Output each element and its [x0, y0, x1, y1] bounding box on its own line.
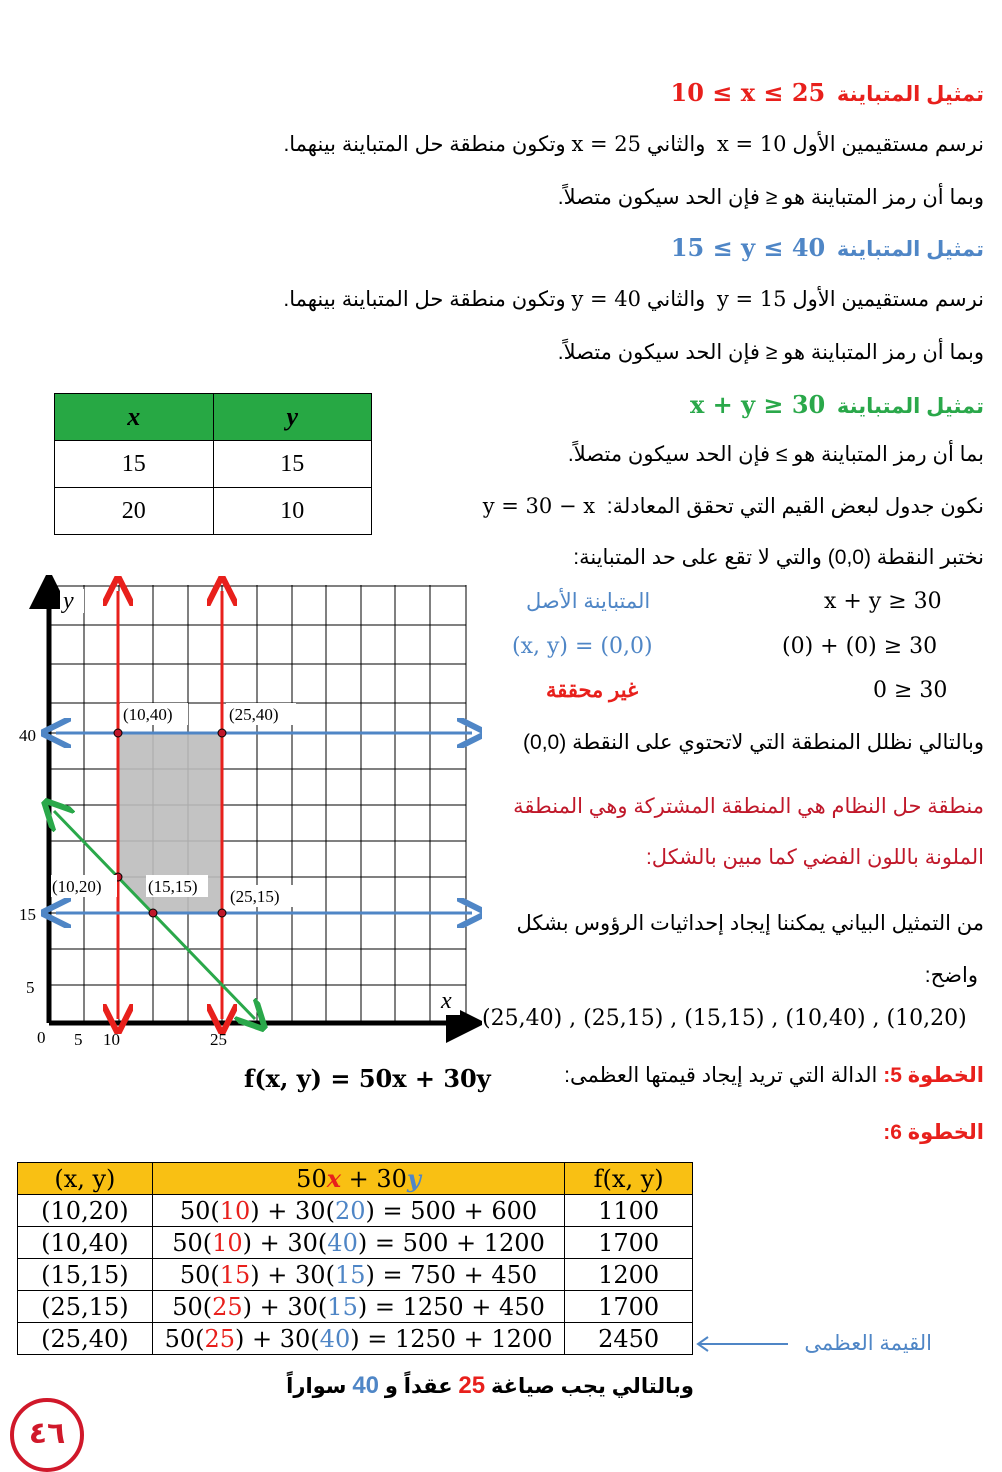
table-row [55, 488, 372, 535]
x-tick-5: 5 [74, 1030, 83, 1049]
sum: 1250 + 1200 [394, 1324, 553, 1353]
vertex-25-40 [218, 729, 226, 737]
y-value: 15 [327, 1292, 358, 1321]
sum: 750 + 450 [410, 1260, 538, 1289]
section-3-inequality: x + y ≥ 30 [689, 390, 826, 419]
table-row [18, 1259, 693, 1291]
cell-point: (10,40) [18, 1227, 153, 1259]
test-label-1 [526, 589, 650, 614]
section-3-title: تمثيل المتباينة [836, 395, 984, 418]
text-part: عقداً و [384, 1375, 453, 1398]
conclusion-line [286, 1372, 694, 1400]
test-expr-2: (0) + (0) ≥ 30 [782, 634, 938, 659]
grid [49, 585, 466, 1023]
cell-x: 20 [55, 488, 214, 535]
text-part: والثاني [646, 288, 706, 311]
objective-values-table [17, 1162, 693, 1355]
vertices-line-2: واضح: [924, 964, 978, 987]
max-arrow-icon [694, 1334, 794, 1354]
section-2-title: تمثيل المتباينة [836, 238, 984, 261]
y-value: 20 [334, 1196, 366, 1225]
test-expr-3: 0 ≥ 30 [873, 678, 948, 703]
vertices-list: (25,40) , (25,15) , (15,15) , (10,40) , (10,20) [482, 1006, 967, 1031]
label-15-15: (15,15) [148, 877, 198, 896]
cell-expression: 50(10) + 30(20) = 500 + 600 [152, 1195, 565, 1227]
equation: y = 15 [716, 287, 787, 311]
y-tick-15: 15 [19, 905, 36, 924]
header-x: x [55, 394, 214, 441]
cell-f: 2450 [565, 1323, 693, 1355]
text-part: نرسم مستقيمين الأول [792, 288, 984, 311]
cell-expression: 50(10) + 30(40) = 500 + 1200 [152, 1227, 565, 1259]
step-5-text: الدالة التي تريد إيجاد قيمتها العظمى: [564, 1064, 878, 1087]
cell-x: 15 [55, 441, 214, 488]
section-1-heading [671, 78, 985, 107]
origin-label: 0 [37, 1028, 46, 1047]
table-row [18, 1291, 693, 1323]
cell-f: 1200 [565, 1259, 693, 1291]
feasible-region-graph [0, 575, 482, 1055]
table-row [18, 1227, 693, 1259]
section-1-inequality: 10 ≤ x ≤ 25 [670, 78, 826, 107]
y-tick-40: 40 [19, 726, 36, 745]
label-10-20: (10,20) [52, 877, 102, 896]
test-expr-1: x + y ≥ 30 [824, 589, 942, 614]
label-25-40: (25,40) [229, 705, 279, 724]
region-line-2: الملونة باللون الفضي كما مبين بالشكل: [645, 846, 984, 869]
y-value: 40 [319, 1324, 351, 1353]
section-1-line-2: وبما أن رمز المتباينة هو ≤ فإن الحد سيكون متصلاً. [557, 186, 984, 209]
section-2-heading [671, 233, 984, 262]
cell-expression: 50(15) + 30(15) = 750 + 450 [152, 1259, 565, 1291]
bracelet-count: 40 [352, 1372, 380, 1399]
x-tick-10: 10 [103, 1030, 120, 1049]
max-value-label: القيمة العظمى [804, 1332, 932, 1355]
section-1-title: تمثيل المتباينة [836, 83, 984, 106]
section-2-line-2: وبما أن رمز المتباينة هو ≤ فإن الحد سيكون متصلاً. [557, 341, 984, 364]
section-3-line-2 [483, 494, 984, 519]
x-value: 10 [219, 1196, 251, 1225]
region-line-1: منطقة حل النظام هي المنطقة المشتركة وهي المنطقة [513, 795, 984, 818]
cell-y: 10 [213, 488, 372, 535]
vertex-10-40 [114, 729, 122, 737]
text-part: سواراً [286, 1375, 347, 1398]
y-value: 40 [327, 1228, 358, 1257]
section-3-heading [690, 390, 984, 419]
step-5-line [564, 1063, 984, 1088]
test-label-3: غير محققة [546, 679, 639, 702]
vertex-15-15 [149, 909, 157, 917]
cell-y: 15 [213, 441, 372, 488]
table-row [18, 1323, 693, 1355]
equation: x = 25 [571, 132, 642, 156]
header-expression: 50x + 30y [152, 1163, 565, 1195]
x-tick-25: 25 [210, 1030, 227, 1049]
x-axis-label: x [441, 988, 452, 1014]
text-part: وبالتالي يجب صياغة [490, 1375, 694, 1398]
step-5-label: الخطوة 5: [883, 1064, 984, 1087]
text-part: المتباينة الأصل [526, 590, 651, 613]
page-number-badge [10, 1398, 84, 1472]
y-axis-label: y [63, 588, 74, 614]
cell-f: 1700 [565, 1227, 693, 1259]
y-tick-5: 5 [26, 978, 35, 997]
x-value: 15 [219, 1260, 251, 1289]
header-y: y [213, 394, 372, 441]
label-10-40: (10,40) [123, 705, 173, 724]
test-label-2: (x, y) = (0,0) [512, 634, 653, 659]
vertices-line-1: من التمثيل البياني يمكننا إيجاد إحداثيات الرؤوس بشكل [516, 912, 984, 935]
text-part: وتكون منطقة حل المتباينة بينهما. [283, 133, 566, 156]
label-25-15: (25,15) [230, 887, 280, 906]
text-part: والثاني [646, 133, 706, 156]
y-value: 15 [334, 1260, 366, 1289]
cell-point: (25,15) [18, 1291, 153, 1323]
equation: y = 30 − x [482, 494, 596, 518]
section-2-inequality: 15 ≤ y ≤ 40 [670, 233, 826, 262]
cell-point: (10,20) [18, 1195, 153, 1227]
header-point: (x, y) [18, 1163, 153, 1195]
sum: 500 + 600 [410, 1196, 538, 1225]
table-row [18, 1195, 693, 1227]
necklace-count: 25 [458, 1372, 486, 1399]
equation: x = 10 [717, 132, 787, 156]
section-2-line-1 [283, 287, 984, 312]
x-value: 10 [212, 1228, 243, 1257]
equation: y = 40 [571, 287, 641, 311]
table-row [55, 441, 372, 488]
cell-expression: 50(25) + 30(40) = 1250 + 1200 [152, 1323, 565, 1355]
x-value: 25 [212, 1292, 243, 1321]
section-3-line-1: بما أن رمز المتباينة هو ≥ فإن الحد سيكون متصلاً. [567, 443, 984, 466]
header-f: f(x, y) [565, 1163, 693, 1195]
sum: 500 + 1200 [402, 1228, 545, 1257]
page-number: ٤٦ [28, 1416, 66, 1451]
text-part: نرسم مستقيمين الأول [792, 133, 984, 156]
step-6-label: الخطوة 6: [883, 1121, 984, 1144]
section-3-line-4: وبالتالي نظلل المنطقة التي لاتحتوي على النقطة (0,0) [523, 731, 984, 754]
section-3-line-3: نختبر النقطة (0,0) والتي لا تقع على حد المتباينة: [573, 546, 984, 569]
cell-expression: 50(25) + 30(15) = 1250 + 450 [152, 1291, 565, 1323]
xy-values-table [54, 393, 372, 535]
objective-function: f(x, y) = 50x + 30y [244, 1064, 491, 1093]
cell-f: 1100 [565, 1195, 693, 1227]
text-part: نكون جدول لبعض القيم التي تحقق المعادلة: [606, 495, 984, 518]
table-header-row [55, 394, 372, 441]
sum: 1250 + 450 [402, 1292, 545, 1321]
section-1-line-1 [283, 132, 984, 157]
table-header-row [18, 1163, 693, 1195]
cell-point: (25,40) [18, 1323, 153, 1355]
cell-point: (15,15) [18, 1259, 153, 1291]
x-value: 25 [204, 1324, 236, 1353]
cell-f: 1700 [565, 1291, 693, 1323]
text-part: وتكون منطقة حل المتباينة بينهما. [283, 288, 566, 311]
vertex-25-15 [218, 909, 226, 917]
